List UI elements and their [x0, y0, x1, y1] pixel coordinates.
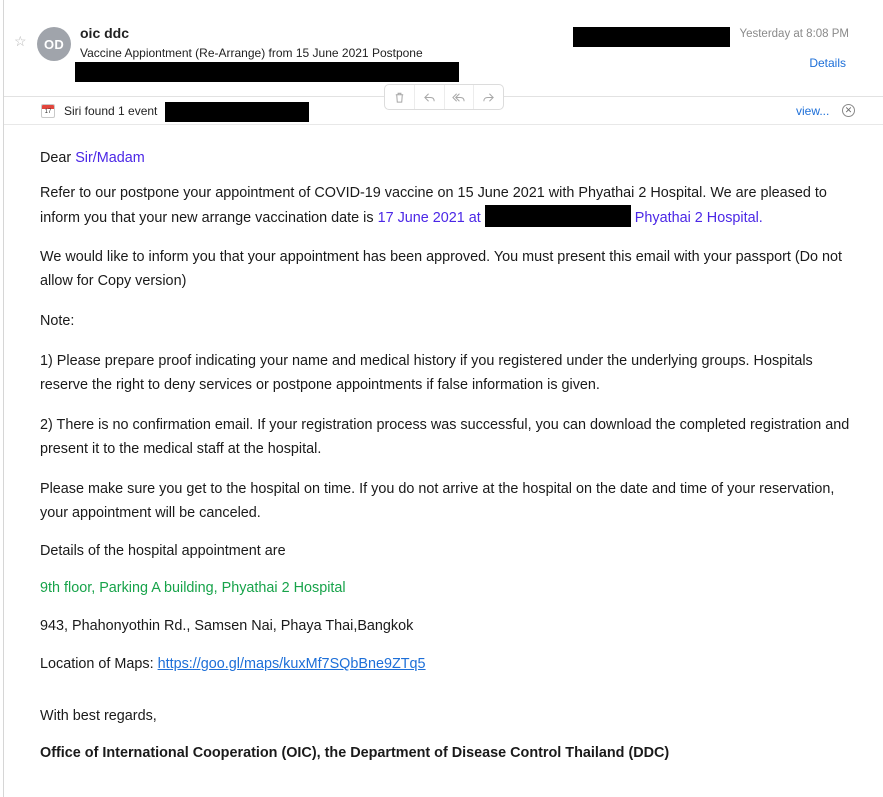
forward-icon	[482, 91, 495, 104]
regards: With best regards,	[40, 708, 157, 724]
siri-view-link[interactable]: view...	[796, 104, 830, 118]
maps-line: Location of Maps: https://goo.gl/maps/kuxMf7SQbBne9ZTq5	[40, 656, 426, 672]
redacted-recipients	[75, 62, 459, 82]
greeting-name[interactable]: Sir/Madam	[75, 150, 145, 166]
avatar: OD	[37, 27, 71, 61]
email-subject: Vaccine Appiontment (Re-Arrange) from 15 June 2021 Postpone	[80, 46, 423, 60]
hospital-address: 943, Phahonyothin Rd., Samsen Nai, Phaya Thai,Bangkok	[40, 618, 414, 634]
paragraph-approval: We would like to inform you that your appointment has been approved. You must present this email with your passport (Do not allow for Copy version)	[40, 249, 843, 289]
appointment-hospital[interactable]: Phyathai 2 Hospital.	[634, 210, 763, 226]
hospital-location[interactable]: 9th floor, Parking A building, Phyathai 2 Hospital	[40, 580, 346, 596]
note-item-2: 2) There is no confirmation email. If your registration process was successful, you can download the completed registration and present it to the medical staff at the hospital.	[40, 417, 850, 457]
timestamp: Yesterday at 8:08 PM	[739, 28, 849, 40]
details-intro: Details of the hospital appointment are	[40, 543, 286, 559]
paragraph-appointment: Refer to our postpone your appointment of COVID-19 vaccine on 15 June 2021 with Phyathai 2 Hospital. We are pleased to inform you that your new arrange vaccination date is 17 June 2021 at Phyathai 2 Hospital.	[40, 185, 827, 226]
reply-button[interactable]	[414, 85, 444, 109]
signature: Office of International Cooperation (OIC), the Department of Disease Control Thailand (DDC)	[40, 745, 670, 761]
trash-icon	[393, 91, 406, 104]
redacted-event	[165, 102, 309, 122]
redacted-time	[485, 205, 631, 227]
message-toolbar	[384, 84, 504, 110]
details-link[interactable]: Details	[809, 56, 846, 70]
paragraph-punctuality: Please make sure you get to the hospital on time. If you do not arrive at the hospital on the date and time of your reservation, your appointment will be canceled.	[40, 481, 835, 521]
note-heading: Note:	[40, 313, 75, 329]
siri-divider	[4, 124, 883, 125]
siri-suggestion-text: Siri found 1 event	[64, 104, 158, 118]
forward-button[interactable]	[473, 85, 503, 109]
appointment-date[interactable]: 17 June 2021 at	[377, 210, 481, 226]
reply-icon	[423, 91, 436, 104]
delete-button[interactable]	[385, 85, 414, 109]
maps-link[interactable]: https://goo.gl/maps/kuxMf7SQbBne9ZTq5	[157, 656, 426, 672]
greeting: Dear Sir/Madam	[40, 150, 145, 166]
calendar-icon: 17	[41, 104, 55, 118]
pane-divider	[3, 0, 4, 797]
redacted-address	[573, 27, 730, 47]
star-icon[interactable]: ☆	[14, 33, 27, 49]
note-item-1: 1) Please prepare proof indicating your name and medical history if you registered under the underlying groups. Hospitals reserve the right to deny services or postpone appointments if false information is given.	[40, 353, 813, 393]
reply-all-icon	[452, 91, 465, 104]
reply-all-button[interactable]	[444, 85, 474, 109]
close-icon[interactable]: ✕	[842, 104, 855, 117]
sender-name[interactable]: oic ddc	[80, 25, 130, 41]
